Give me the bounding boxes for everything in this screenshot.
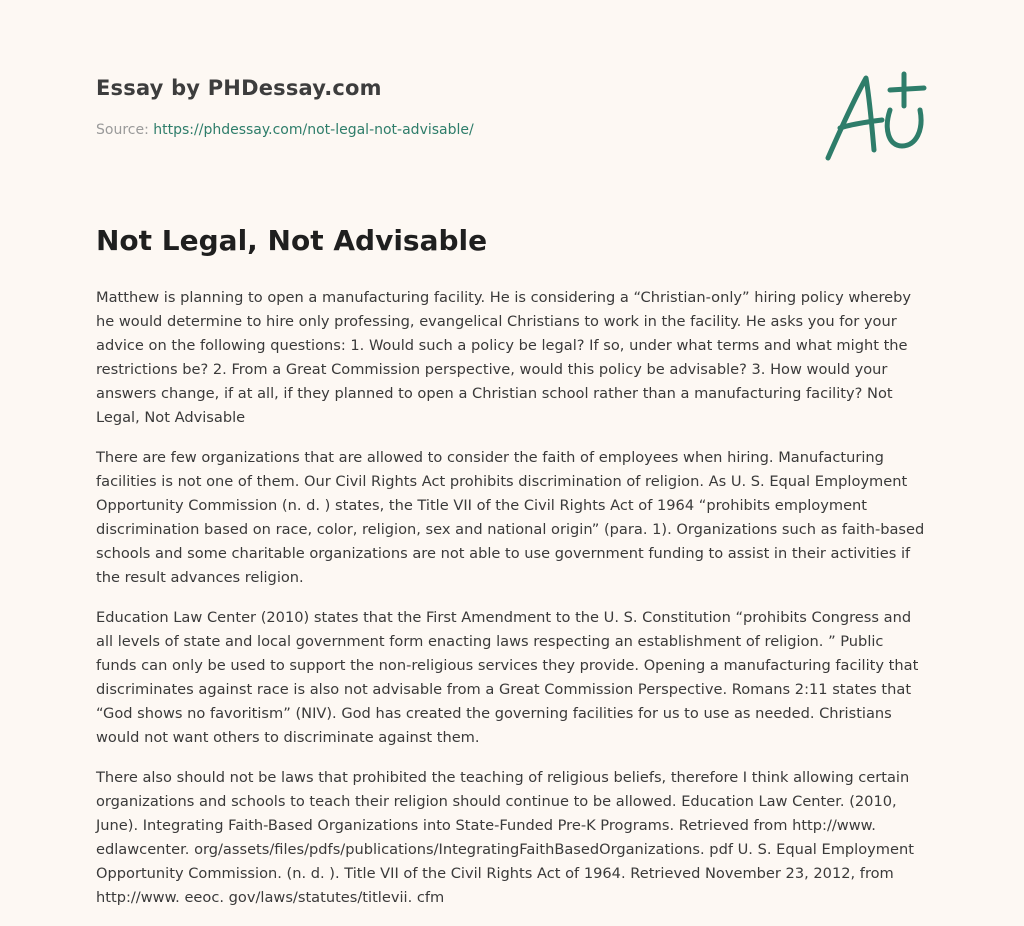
essay-body bbox=[96, 286, 928, 926]
source-label: Source: bbox=[96, 122, 149, 138]
source-line bbox=[96, 122, 926, 138]
essay-paragraph: There are few organizations that are allowed to consider the faith of employees when hiring. Manufacturing facilities is not one of them. Our Civil Rights Act prohibits discrimination of religion. As U. S. Equal Employment Opportunity Commission (n. d. ) states, the Title VII of the Civil Rights Act of 1964 “prohibits employment discrimination based on race, color, religion, sex and national origin” (para. 1). Organizations such as faith-based schools and some charitable organizations are not able to use government funding to assist in their activities if the result advances religion. bbox=[96, 449, 925, 586]
essay-paragraph: Education Law Center (2010) states that the First Amendment to the U. S. Constitution “prohibits Congress and all levels of state and local government form enacting laws respecting an establishment of religion. ” Public funds can only be used to support the non-religious services they provide. Opening a manufacturing facility that discriminates against race is also not advisable from a Great Commission Perspective. Romans 2:11 states that “God shows no favoritism” (NIV). God has created the governing facilities for us to use as needed. Christians would not want others to discriminate against them. bbox=[96, 609, 919, 746]
essay-paragraph: Matthew is planning to open a manufacturing facility. He is considering a “Christian-only” hiring policy whereby he would determine to hire only professing, evangelical Christians to work in the facility. He asks you for your advice on the following questions: 1. Would such a policy be legal? If so, under what terms and what might the restrictions be? 2. From a Great Commission perspective, would this policy be advisable? 3. How would your answers change, if at all, if they planned to open a Christian school rather than a manufacturing facility? Not Legal, Not Advisable bbox=[96, 289, 912, 426]
source-link[interactable]: https://phdessay.com/not-legal-not-advisable/ bbox=[153, 122, 474, 138]
essay-paragraph: There also should not be laws that prohibited the teaching of religious beliefs, therefore I think allowing certain organizations and schools to teach their religion should continue to be allowed. Education Law Center. (2010, June). Integrating Faith-Based Organizations into State-Funded Pre-K Programs. Retrieved from http://www. edlawcenter. org/assets/files/pdfs/publications/IntegratingFaithBasedOrganizations. pdf U. S. Equal Employment Opportunity Commission. (n. d. ). Title VII of the Civil Rights Act of 1964. Retrieved November 23, 2012, from http://www. eeoc. gov/laws/statutes/titlevii. cfm bbox=[96, 769, 914, 906]
a-plus-grade-icon bbox=[820, 66, 930, 166]
page-header bbox=[96, 76, 926, 138]
site-title: Essay by PHDessay.com bbox=[96, 76, 382, 100]
essay-title: Not Legal, Not Advisable bbox=[96, 224, 488, 257]
